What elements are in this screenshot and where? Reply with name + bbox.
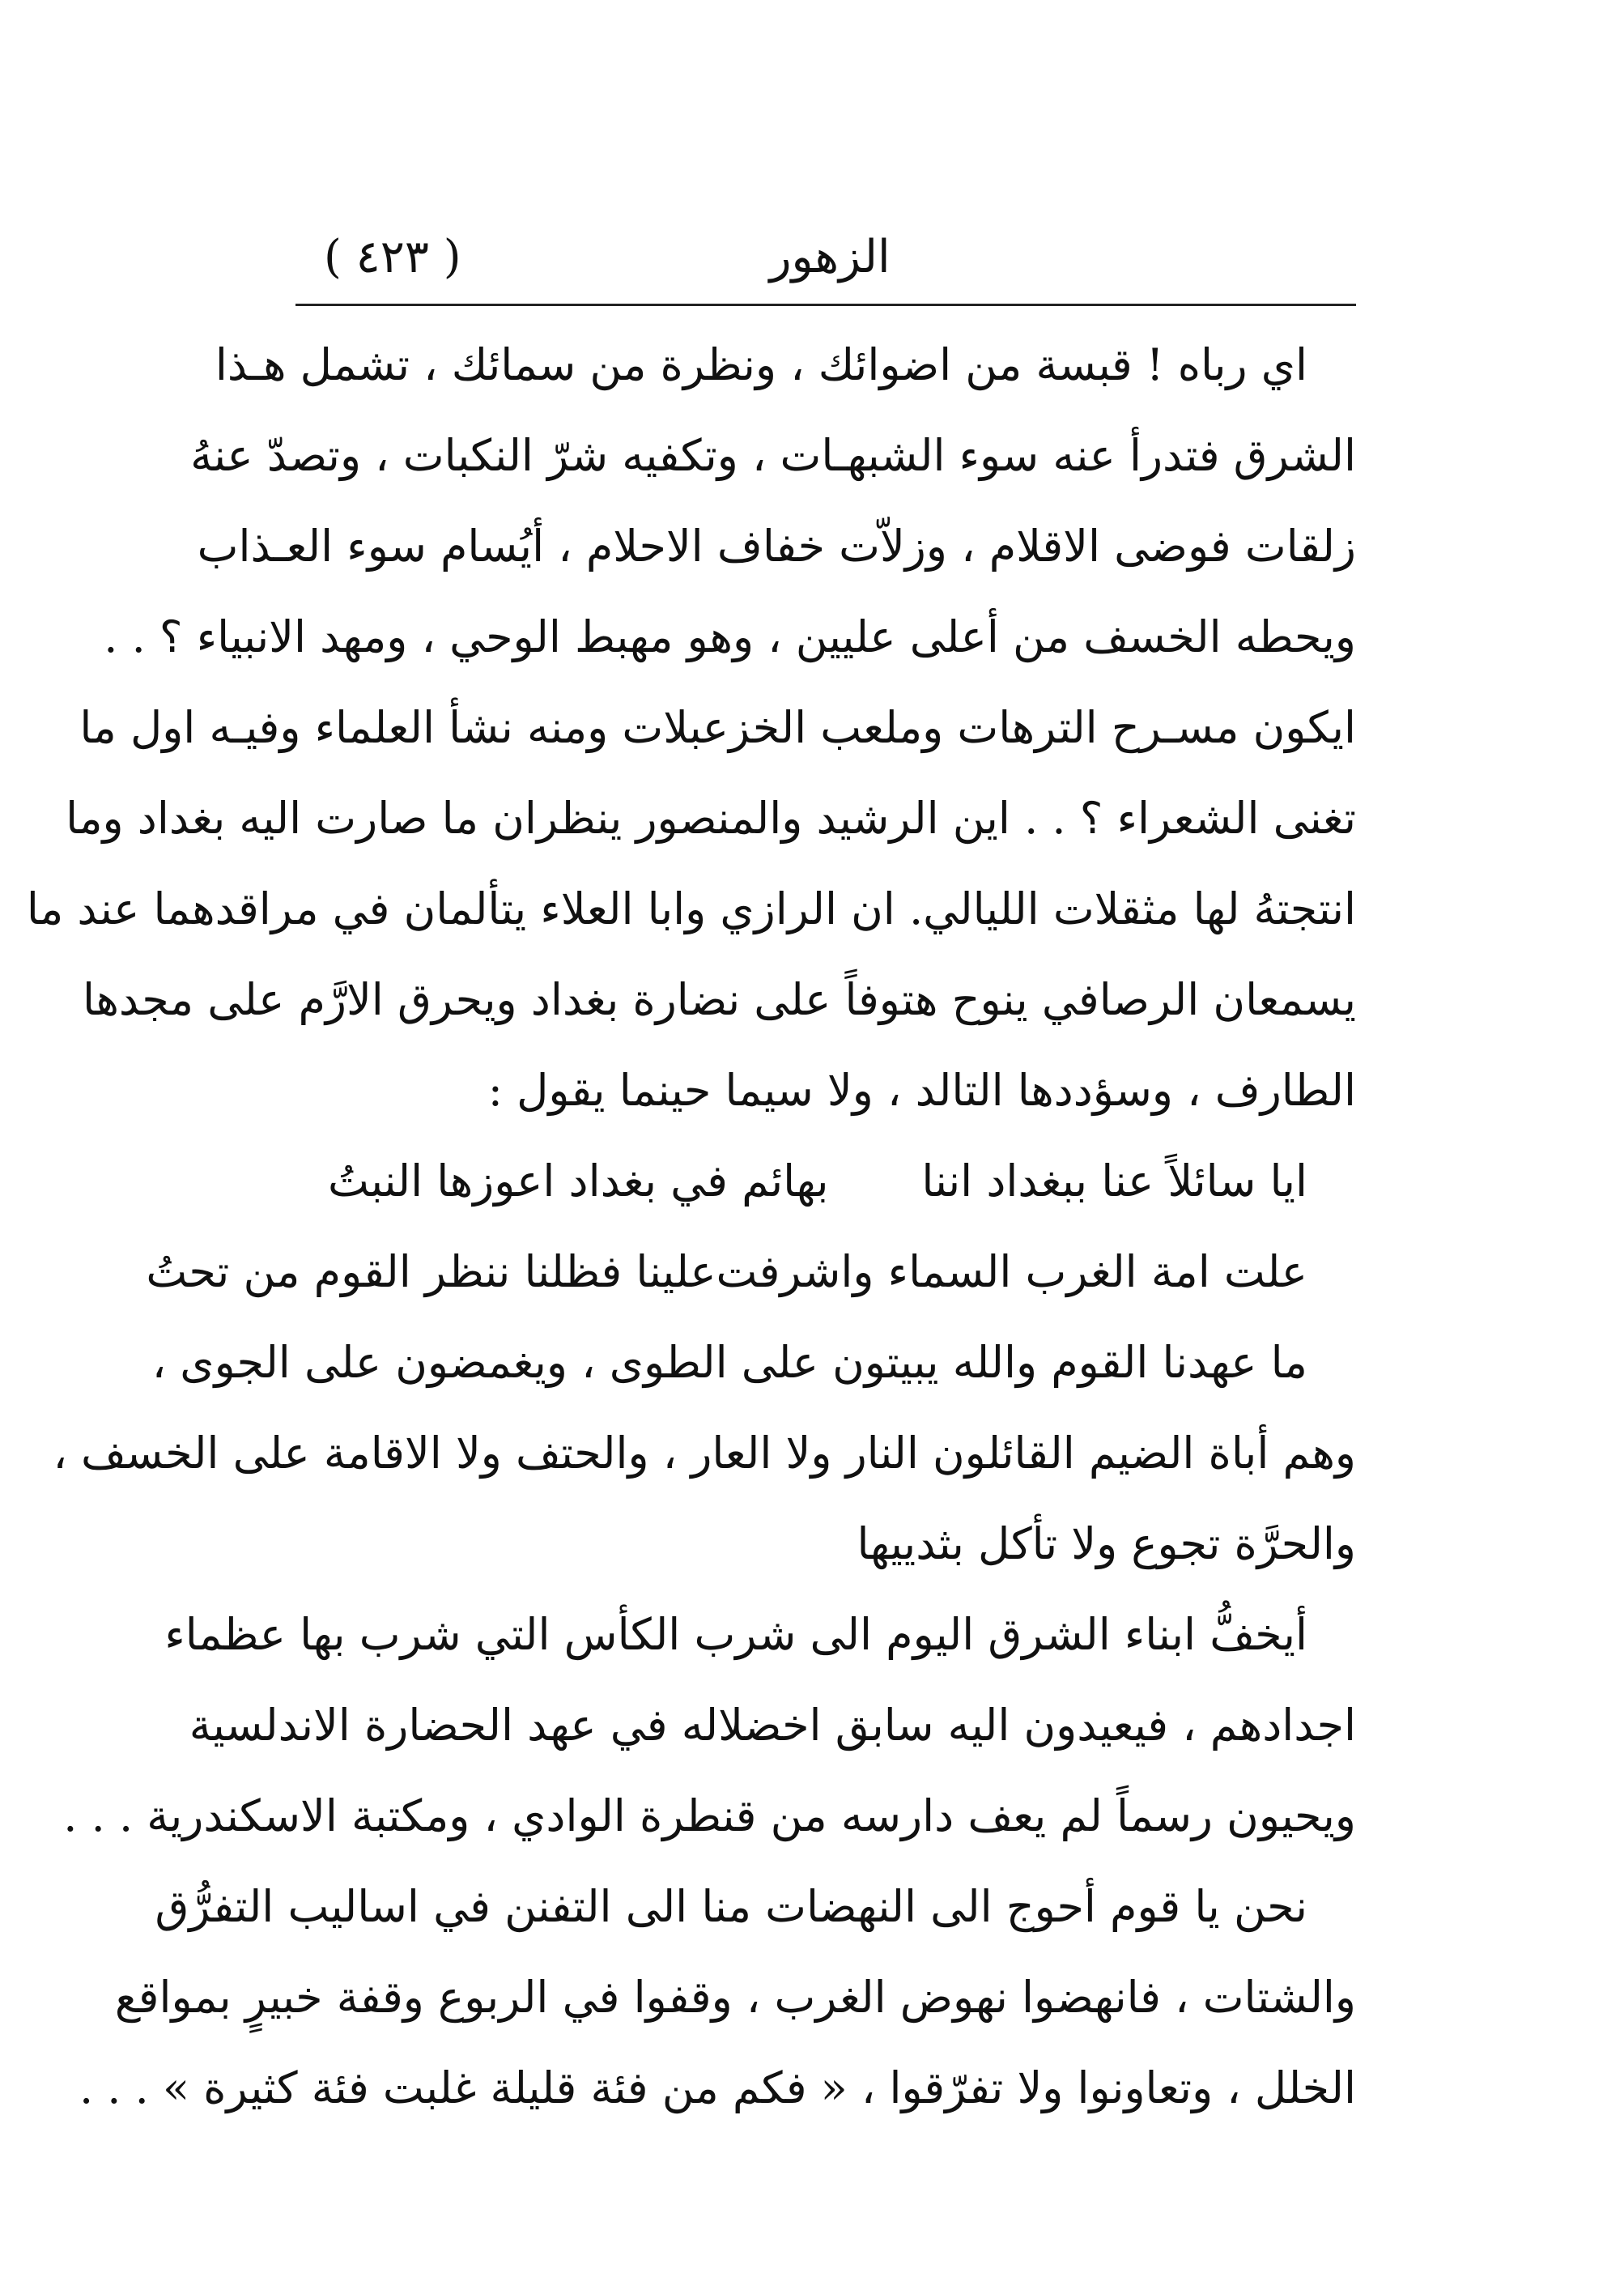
verse-second-hemistich: بهائم في بغداد اعوزها النبتُ xyxy=(328,1156,829,1207)
text-line: ايكون مسـرح الترهات وملعب الخزعبلات ومنه نشأ العلماء وفيـه اول ما xyxy=(79,702,1356,753)
text-line: والشتات ، فانهضوا نهوض الغرب ، وقفوا في الربوع وقفة خبيرٍ بمواقع xyxy=(114,1972,1356,2023)
text-line: اجدادهم ، فيعيدون اليه سابق اخضلاله في عهد الحضارة الاندلسية xyxy=(189,1700,1356,1751)
verse-first-hemistich: ايا سائلاً عنا ببغداد اننا xyxy=(921,1156,1307,1207)
text-line: انتجتهُ لها مثقلات الليالي. ان الرازي وابا العلاء يتألمان في مراقدهما عند ما xyxy=(26,883,1356,934)
page-number: ( ٤٢٣ ) xyxy=(324,231,461,283)
text-line: أيخفُّ ابناء الشرق اليوم الى شرب الكأس التي شرب بها عظماء xyxy=(164,1609,1307,1660)
verse-first-hemistich: علت امة الغرب السماء واشرفت xyxy=(716,1246,1307,1297)
paragraph xyxy=(79,1862,1356,2134)
running-title: الزهور xyxy=(769,231,891,283)
poem xyxy=(146,1136,1356,1317)
verse xyxy=(146,1227,1356,1317)
text-line: اي رباه ! قبسة من اضوائك ، ونظرة من سمائك ، تشمل هـذا xyxy=(215,339,1307,390)
paragraph xyxy=(53,1317,1356,1590)
text-line: يسمعان الرصافي ينوح هتوفاً على نضارة بغداد ويحرق الارَّم على مجدها xyxy=(82,974,1356,1025)
text-line: ويحيون رسماً لم يعف دارسه من قنطرة الوادي ، ومكتبة الاسكندرية . . . xyxy=(63,1790,1356,1841)
page-header xyxy=(308,215,1352,312)
verse xyxy=(295,1136,1356,1227)
text-line: الطارف ، وسؤددها التالد ، ولا سيما حينما يقول : xyxy=(487,1065,1356,1116)
text-line: نحن يا قوم أحوج الى النهضات منا الى التفنن في اساليب التفرُّق xyxy=(155,1881,1307,1932)
body-text xyxy=(26,320,1356,2134)
text-line: تغنى الشعراء ؟ . . اين الرشيد والمنصور ينظران ما صارت اليه بغداد وما xyxy=(66,793,1356,844)
text-line: وهم أباة الضيم القائلون النار ولا العار ، والحتف ولا الاقامة على الخسف ، xyxy=(53,1428,1356,1479)
paragraph xyxy=(26,320,1356,1136)
text-line: الشرق فتدرأ عنه سوء الشبهـات ، وتكفيه شرّ النكبات ، وتصدّ عنهُ xyxy=(190,430,1356,481)
paragraph xyxy=(63,1590,1356,1862)
text-line: زلقات فوضى الاقلام ، وزلاّت خفاف الاحلام ، أيُسام سوء العـذاب xyxy=(197,521,1356,572)
verse-second-hemistich: علينا فظلنا ننظر القوم من تحتُ xyxy=(146,1246,716,1297)
text-line: ما عهدنا القوم والله يبيتون على الطوى ، ويغمضون على الجوى ، xyxy=(151,1337,1307,1388)
text-line: الخلل ، وتعاونوا ولا تفرّقوا ، « فكم من فئة قليلة غلبت فئة كثيرة » . . . xyxy=(79,2062,1356,2113)
text-line: والحرَّة تجوع ولا تأكل بثدييها xyxy=(857,1518,1356,1569)
text-line: ويحطه الخسف من أعلى عليين ، وهو مهبط الوحي ، ومهد الانبياء ؟ . . xyxy=(104,611,1356,662)
header-rule xyxy=(295,304,1356,306)
